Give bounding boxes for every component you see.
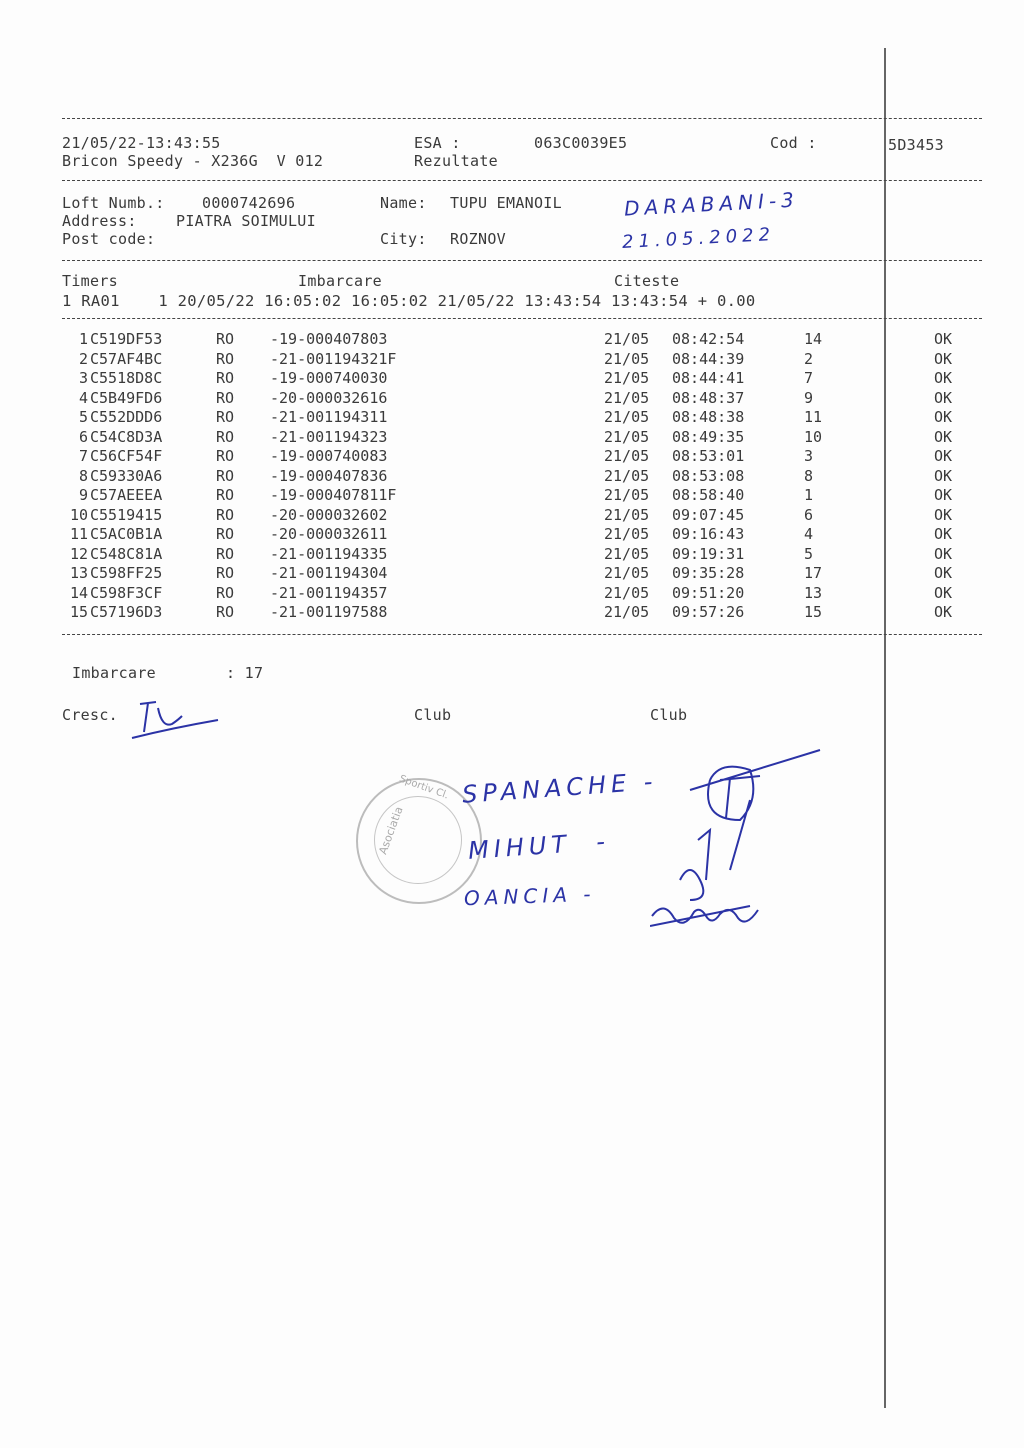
status: OK	[934, 466, 953, 485]
separator	[62, 634, 982, 635]
footer-imbarcare-label: Imbarcare	[72, 664, 156, 682]
arrival-time: 08:48:37	[672, 388, 745, 407]
row-number: 8	[78, 466, 88, 485]
chip-id: C5519415	[90, 505, 163, 524]
arrival-time: 08:49:35	[672, 427, 745, 446]
arrival-time: 08:48:38	[672, 408, 745, 426]
ring-number: -21-001197588	[270, 603, 388, 621]
status: OK	[934, 505, 953, 524]
country-code: RO	[216, 447, 235, 465]
row-number: 11	[69, 525, 88, 543]
result-row	[74, 467, 964, 486]
position: 8	[804, 466, 814, 485]
ring-number: -21-001194311	[270, 408, 388, 426]
separator	[62, 118, 982, 119]
position: 3	[804, 447, 814, 465]
row-number: 3	[78, 369, 88, 387]
country-code: RO	[216, 388, 235, 407]
chip-id: C59330A6	[90, 466, 163, 485]
status: OK	[934, 388, 953, 407]
country-code: RO	[216, 330, 235, 348]
arrival-time: 08:42:54	[672, 330, 745, 348]
status: OK	[934, 447, 953, 465]
ring-number: -21-001194357	[270, 583, 388, 602]
position: 17	[804, 564, 823, 582]
ring-number: -19-000740083	[270, 447, 388, 465]
timer-line: 1 RA01 1 20/05/22 16:05:02 16:05:02 21/05/22 13:43:54 13:43:54 + 0.00	[62, 292, 756, 310]
ring-number: -19-000407811F	[270, 486, 397, 504]
row-number: 7	[78, 447, 88, 465]
address-value: PIATRA SOIMULUI	[176, 212, 316, 230]
row-number: 1	[78, 330, 88, 348]
country-code: RO	[216, 505, 235, 524]
timers-label: Timers	[62, 272, 118, 290]
arrival-date: 21/05	[604, 505, 650, 524]
arrival-date: 21/05	[604, 525, 650, 543]
status: OK	[934, 603, 953, 621]
ring-number: -20-000032611	[270, 525, 388, 543]
position: 10	[804, 427, 823, 446]
name-label: Name:	[380, 194, 427, 212]
chip-id: C57AF4BC	[90, 349, 163, 368]
device-name: Bricon Speedy - X236G V 012	[62, 152, 324, 170]
status: OK	[934, 369, 953, 387]
country-code: RO	[216, 583, 235, 602]
arrival-time: 09:57:26	[672, 603, 745, 621]
result-row	[74, 408, 964, 427]
row-number: 15	[69, 603, 88, 621]
chip-id: C598FF25	[90, 564, 163, 582]
country-code: RO	[216, 408, 235, 426]
arrival-date: 21/05	[604, 349, 650, 368]
ring-number: -19-000407803	[270, 330, 388, 348]
arrival-date: 21/05	[604, 408, 650, 426]
arrival-date: 21/05	[604, 369, 650, 387]
country-code: RO	[216, 525, 235, 543]
chip-id: C548C81A	[90, 544, 163, 563]
ring-number: -20-000032602	[270, 505, 388, 524]
arrival-date: 21/05	[604, 564, 650, 582]
timers-citeste-label: Citeste	[614, 272, 680, 290]
country-code: RO	[216, 466, 235, 485]
arrival-time: 09:19:31	[672, 544, 745, 563]
chip-id: C57196D3	[90, 603, 163, 621]
result-row	[69, 544, 964, 564]
arrival-date: 21/05	[604, 603, 650, 621]
cod-value: 5D3453	[888, 136, 944, 154]
country-code: RO	[216, 544, 235, 563]
signatures-scribbles	[650, 730, 840, 950]
result-row	[74, 389, 964, 408]
row-number: 12	[69, 544, 88, 563]
signature-name-2: MIHUT -	[467, 827, 611, 865]
club-stamp: Asociatia Sportiv Cl.	[356, 778, 482, 904]
arrival-time: 09:07:45	[672, 505, 745, 524]
row-number: 4	[78, 388, 88, 407]
arrival-date: 21/05	[604, 583, 650, 602]
country-code: RO	[216, 427, 235, 446]
club-label-1: Club	[414, 706, 452, 724]
fold-line	[884, 48, 886, 1408]
country-code: RO	[216, 486, 235, 504]
loft-number-label: Loft Numb.:	[62, 194, 165, 212]
result-row	[74, 447, 964, 466]
arrival-time: 09:51:20	[672, 583, 745, 602]
position: 4	[804, 525, 814, 543]
arrival-date: 21/05	[604, 486, 650, 504]
chip-id: C56CF54F	[90, 447, 163, 465]
arrival-time: 08:53:01	[672, 447, 745, 465]
arrival-date: 21/05	[604, 544, 650, 563]
position: 7	[804, 369, 814, 387]
status: OK	[934, 583, 953, 602]
signature-name-1: SPANACHE -	[461, 767, 659, 809]
status: OK	[934, 564, 953, 582]
breeder-signature	[122, 698, 222, 748]
ring-number: -21-001194321F	[270, 349, 397, 368]
result-row	[69, 583, 964, 603]
row-number: 6	[78, 427, 88, 446]
esa-value: 063C0039E5	[534, 134, 628, 152]
status: OK	[934, 525, 953, 543]
cresc-label: Cresc.	[62, 706, 118, 724]
arrival-date: 21/05	[604, 388, 650, 407]
chip-id: C57AEEEA	[90, 486, 163, 504]
chip-id: C598F3CF	[90, 583, 163, 602]
row-number: 10	[69, 505, 88, 524]
position: 6	[804, 505, 814, 524]
row-number: 5	[78, 408, 88, 426]
result-row	[74, 486, 964, 505]
arrival-time: 08:53:08	[672, 466, 745, 485]
result-row	[69, 505, 964, 525]
club-label-2: Club	[650, 706, 688, 724]
status: OK	[934, 486, 953, 504]
signature-name-3: OANCIA -	[463, 881, 596, 911]
loft-number: 0000742696	[202, 194, 296, 212]
country-code: RO	[216, 564, 235, 582]
chip-id: C5B49FD6	[90, 388, 163, 407]
arrival-time: 09:35:28	[672, 564, 745, 582]
position: 15	[804, 603, 823, 621]
status: OK	[934, 330, 953, 348]
country-code: RO	[216, 349, 235, 368]
report-type: Rezultate	[414, 152, 498, 170]
ring-number: -20-000032616	[270, 388, 388, 407]
position: 2	[804, 349, 814, 368]
ring-number: -21-001194335	[270, 544, 388, 563]
position: 5	[804, 544, 814, 563]
result-row	[69, 564, 964, 583]
separator	[62, 260, 982, 261]
status: OK	[934, 349, 953, 368]
arrival-time: 08:44:39	[672, 349, 745, 368]
esa-label: ESA :	[414, 134, 461, 152]
handwritten-date: 21.05.2022	[621, 224, 776, 253]
cod-label: Cod :	[770, 134, 817, 152]
chip-id: C552DDD6	[90, 408, 163, 426]
result-row	[69, 525, 964, 544]
post-code-label: Post code:	[62, 230, 156, 248]
chip-id: C5518D8C	[90, 369, 163, 387]
handwritten-place: DARABANI-3	[623, 187, 800, 221]
country-code: RO	[216, 603, 235, 621]
row-number: 13	[69, 564, 88, 582]
status: OK	[934, 427, 953, 446]
position: 11	[804, 408, 823, 426]
country-code: RO	[216, 369, 235, 387]
timers-imbarcare-label: Imbarcare	[298, 272, 382, 290]
chip-id: C54C8D3A	[90, 427, 163, 446]
city-label: City:	[380, 230, 427, 248]
city-value: ROZNOV	[450, 230, 506, 248]
header-datetime: 21/05/22-13:43:55	[62, 134, 221, 152]
chip-id: C519DF53	[90, 330, 163, 348]
ring-number: -19-000740030	[270, 369, 388, 387]
chip-id: C5AC0B1A	[90, 525, 163, 543]
row-number: 2	[78, 349, 88, 368]
arrival-date: 21/05	[604, 466, 650, 485]
status: OK	[934, 408, 953, 426]
arrival-time: 08:58:40	[672, 486, 745, 504]
address-label: Address:	[62, 212, 137, 230]
row-number: 14	[69, 583, 88, 602]
ring-number: -19-000407836	[270, 466, 388, 485]
arrival-date: 21/05	[604, 427, 650, 446]
result-row	[74, 350, 964, 369]
separator	[62, 180, 982, 181]
arrival-date: 21/05	[604, 447, 650, 465]
result-row	[69, 603, 964, 622]
ring-number: -21-001194304	[270, 564, 388, 582]
result-row	[74, 428, 964, 447]
status: OK	[934, 544, 953, 563]
result-row	[74, 330, 964, 349]
ring-number: -21-001194323	[270, 427, 388, 446]
arrival-date: 21/05	[604, 330, 650, 348]
row-number: 9	[78, 486, 88, 504]
fancier-name: TUPU EMANOIL	[450, 194, 562, 212]
result-row	[74, 369, 964, 388]
position: 9	[804, 388, 814, 407]
arrival-time: 08:44:41	[672, 369, 745, 387]
arrival-time: 09:16:43	[672, 525, 745, 543]
position: 1	[804, 486, 814, 504]
position: 14	[804, 330, 823, 348]
footer-imbarcare-value: : 17	[226, 664, 264, 682]
position: 13	[804, 583, 823, 602]
separator	[62, 318, 982, 319]
